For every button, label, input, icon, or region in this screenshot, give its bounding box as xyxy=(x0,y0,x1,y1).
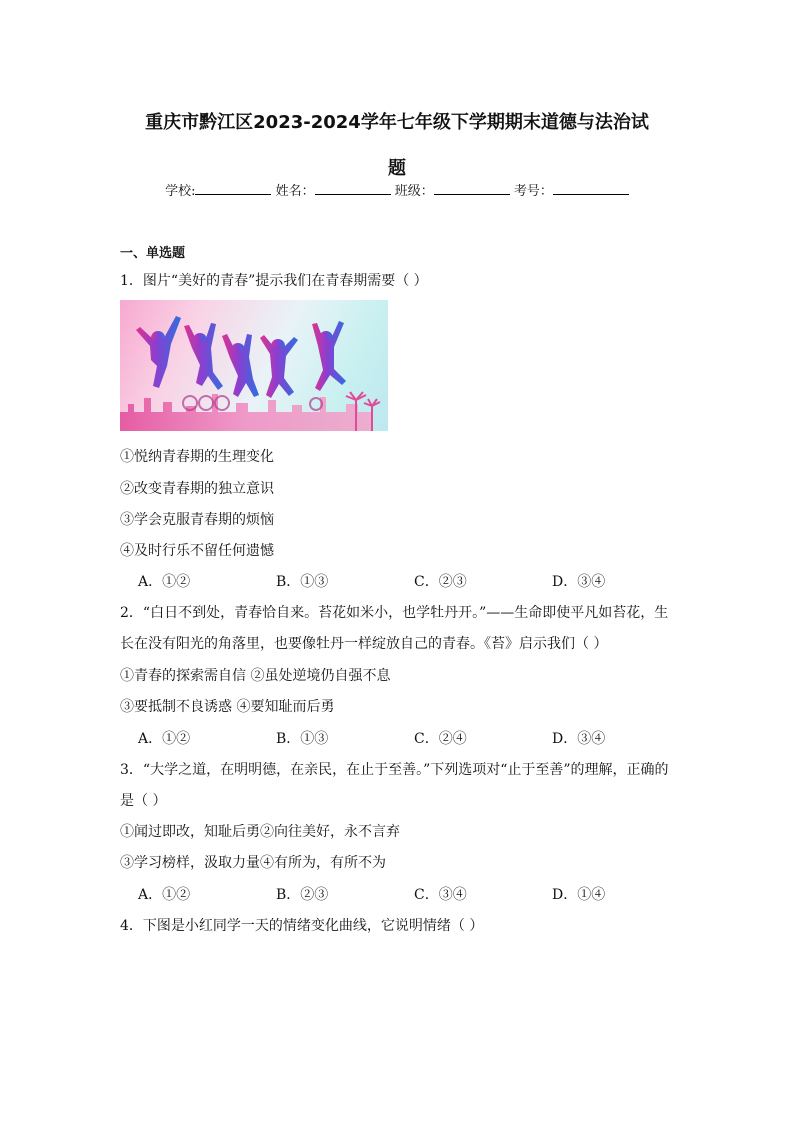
q3-option-d[interactable]: D．①④ xyxy=(552,887,606,903)
class-blank[interactable] xyxy=(434,182,510,195)
q1-item-1: ①悦纳青春期的生理变化 xyxy=(120,449,274,465)
youth-jumping-image xyxy=(120,300,388,431)
student-info-line xyxy=(0,180,794,199)
q3-stem-line-1: 3．“大学之道，在明明德，在亲民，在止于至善。”下列选项对“止于至善”的理解，正确的 xyxy=(120,762,669,778)
q2-options xyxy=(138,728,690,748)
name-blank[interactable] xyxy=(315,182,391,195)
name-label: 姓名： xyxy=(275,184,315,199)
q1-item-3: ③学会克服青春期的烦恼 xyxy=(120,512,274,528)
exam-number-label: 考号： xyxy=(513,184,553,199)
exam-number-blank[interactable] xyxy=(553,182,629,195)
class-label: 班级： xyxy=(394,184,434,199)
q2-item-1: ①青春的探索需自信 ②虽处逆境仍自强不息 xyxy=(120,668,391,684)
q2-option-b[interactable]: B．①③ xyxy=(276,731,329,747)
q2-stem-line-1: 2．“白日不到处，青春恰自来。苔花如米小，也学牡丹开。”——生命即使平凡如苔花，生 xyxy=(120,605,669,621)
q3-options xyxy=(138,884,690,904)
q1-option-b[interactable]: B．①③ xyxy=(276,574,329,590)
q1-options xyxy=(138,571,690,591)
q1-option-a[interactable]: A．①② xyxy=(138,574,191,590)
school-blank[interactable] xyxy=(195,182,271,195)
q4-stem: 4．下图是小红同学一天的情绪变化曲线，它说明情绪（ ） xyxy=(120,918,484,934)
silhouettes-illustration xyxy=(120,300,388,431)
q3-item-1: ①闻过即改，知耻后勇②向往美好，永不言弃 xyxy=(120,824,400,840)
q3-stem-line-2: 是（ ） xyxy=(120,793,167,809)
school-label: 学校: xyxy=(165,184,196,199)
q1-option-c[interactable]: C．②③ xyxy=(414,574,467,590)
q2-option-d[interactable]: D．③④ xyxy=(552,731,606,747)
q1-option-d[interactable]: D．③④ xyxy=(552,574,606,590)
q3-item-2: ③学习榜样，汲取力量④有所为，有所不为 xyxy=(120,855,386,871)
q1-item-2: ②改变青春期的独立意识 xyxy=(120,481,274,497)
q1-stem: 1．图片“美好的青春”提示我们在青春期需要（ ） xyxy=(120,273,428,289)
exam-title: 重庆市黔江区2023-2024学年七年级下学期期末道德与法治试 题 xyxy=(145,112,649,179)
section-heading: 一、单选题 xyxy=(120,246,186,261)
q3-option-c[interactable]: C．③④ xyxy=(414,887,467,903)
q3-option-b[interactable]: B．②③ xyxy=(276,887,329,903)
q2-option-a[interactable]: A．①② xyxy=(138,731,191,747)
q2-item-2: ③要抵制不良诱惑 ④要知耻而后勇 xyxy=(120,699,335,715)
q3-option-a[interactable]: A．①② xyxy=(138,887,191,903)
q2-stem-line-2: 长在没有阳光的角落里，也要像牡丹一样绽放自己的青春。《苔》启示我们（ ） xyxy=(120,636,608,652)
q2-option-c[interactable]: C．②④ xyxy=(414,731,467,747)
q1-item-4: ④及时行乐不留任何遗憾 xyxy=(120,543,274,559)
